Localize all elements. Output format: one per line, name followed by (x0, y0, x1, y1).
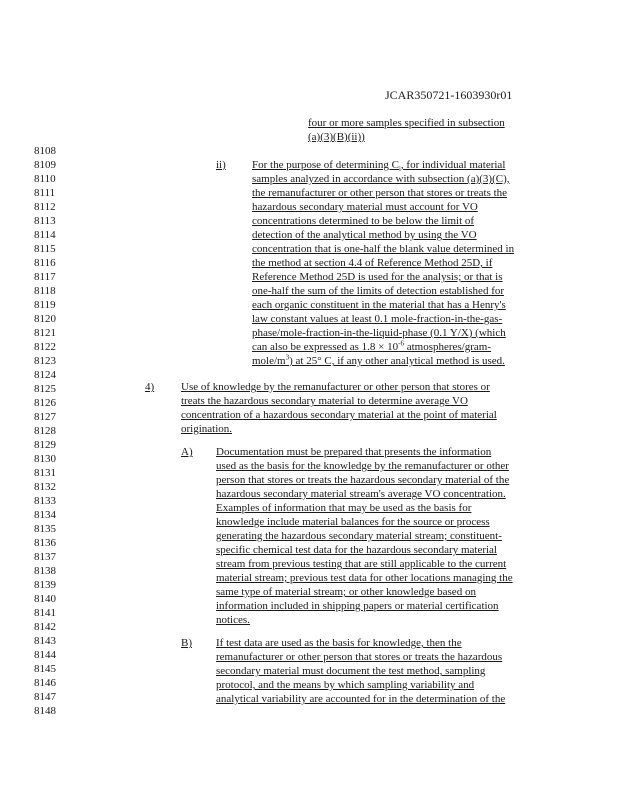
text-line: same type of material stream; or other knowledge based on (216, 586, 476, 598)
line-number: 8142 (34, 621, 56, 633)
line-number: 8143 (34, 635, 56, 647)
text-line: hazardous secondary material stream's average VO concentration. (216, 488, 506, 500)
text-line: concentration of a hazardous secondary material at the point of material (181, 409, 497, 421)
text-line: the remanufacturer or other person that stores or treats the (252, 187, 508, 199)
text-line: knowledge include material balances for the source or process (216, 516, 490, 528)
line-number: 8130 (34, 453, 56, 465)
text-line: concentration that is one-half the blank value determined in (252, 243, 515, 255)
text-line: For the purpose of determining $C_i$, for individual material (252, 159, 506, 174)
text-line: Documentation must be prepared that presents the information (216, 446, 492, 458)
line-number: 8147 (34, 691, 56, 703)
text-line: specific chemical test data for the hazardous secondary material (216, 544, 497, 556)
line-number: 8128 (34, 425, 56, 437)
text-line: used as the basis for the knowledge by the remanufacturer or other (216, 460, 509, 472)
item-marker: ii) (216, 159, 226, 171)
line-number: 8108 (34, 145, 56, 157)
text-line: treats the hazardous secondary material to determine average VO (181, 395, 468, 407)
line-number: 8123 (34, 355, 56, 367)
text-line: Reference Method 25D is used for the analysis; or that is (252, 271, 503, 283)
text-line: the method at section 4.4 of Reference Method 25D, if (252, 257, 493, 269)
line-number: 8126 (34, 397, 56, 409)
line-number: 8139 (34, 579, 56, 591)
text-line: person that stores or treats the hazardous secondary material of the (216, 474, 510, 486)
item-marker: 4) (145, 381, 155, 393)
text-line: Use of knowledge by the remanufacturer or other person that stores or (181, 381, 490, 393)
text-line: secondary material must document the test method, sampling (216, 665, 486, 677)
text-line: origination. (181, 423, 233, 435)
line-number: 8120 (34, 313, 56, 325)
text-line: each organic constituent in the material that has a Henry's (252, 299, 506, 311)
document-id: JCAR350721-1603930r01 (385, 88, 513, 102)
line-number: 8111 (34, 187, 56, 199)
line-number: 8140 (34, 593, 56, 605)
text-line: analytical variability are accounted for in the determination of the (216, 693, 506, 705)
line-number: 8135 (34, 523, 56, 535)
line-number: 8112 (34, 201, 56, 213)
line-number: 8145 (34, 663, 56, 675)
line-number: 8115 (34, 243, 56, 255)
line-number: 8119 (34, 299, 56, 311)
text-line: material stream; previous test data for other locations managing the (216, 572, 513, 584)
line-number: 8113 (34, 215, 56, 227)
text-line: can also be expressed as $1.8 \times 10^{-6}$ atmospheres/gram- (252, 339, 492, 353)
line-number: 8134 (34, 509, 56, 521)
text-line: protocol, and the means by which sampling variability and (216, 679, 475, 691)
text-line: stream from previous testing that are still applicable to the current (216, 558, 507, 570)
text-line: information included in shipping papers or material certification (216, 600, 499, 612)
item-marker: B) (181, 637, 192, 649)
line-number: 8110 (34, 173, 56, 185)
line-number: 8148 (34, 705, 56, 717)
line-number: 8144 (34, 649, 56, 661)
line-number: 8122 (34, 341, 56, 353)
line-number: 8114 (34, 229, 56, 241)
text-line: detection of the analytical method by using the VO (252, 229, 477, 241)
text-line: Examples of information that may be used as the basis for (216, 502, 472, 514)
text-line: mole/$m^3$) at 25° C, if any other analytical method is used. (252, 353, 505, 367)
text-line: concentrations determined to be below the limit of (252, 215, 475, 227)
line-number: 8131 (34, 467, 56, 479)
text-line: law constant values at least 0.1 mole-fraction-in-the-gas- (252, 313, 503, 325)
line-number: 8117 (34, 271, 56, 283)
line-number: 8141 (34, 607, 56, 619)
item-marker: A) (181, 446, 193, 458)
text-line: four or more samples specified in subsection (308, 117, 505, 129)
text-line: phase/mole-fraction-in-the-liquid-phase (0.1 Y/X) (which (252, 327, 506, 339)
text-line: hazardous secondary material must account for VO (252, 201, 478, 213)
line-number: 8121 (34, 327, 56, 339)
line-number: 8136 (34, 537, 56, 549)
text-line: samples analyzed in accordance with subsection (a)(3)(C), (252, 173, 510, 185)
line-number: 8146 (34, 677, 56, 689)
text-line: (a)(3)(B)(ii)) (308, 131, 365, 143)
text-line: If test data are used as the basis for knowledge, then the (216, 637, 462, 649)
line-number: 8138 (34, 565, 56, 577)
text-line: one-half the sum of the limits of detection established for (252, 285, 505, 297)
line-number: 8132 (34, 481, 56, 493)
line-number: 8124 (34, 369, 56, 381)
line-number: 8133 (34, 495, 56, 507)
text-line: generating the hazardous secondary material stream; constituent- (216, 530, 502, 542)
line-number: 8127 (34, 411, 56, 423)
line-number: 8137 (34, 551, 56, 563)
line-number: 8118 (34, 285, 56, 297)
line-number: 8109 (34, 159, 56, 171)
text-line: remanufacturer or other person that stores or treats the hazardous (216, 651, 503, 663)
line-number: 8116 (34, 257, 56, 269)
text-line: notices. (216, 614, 250, 626)
line-number: 8125 (34, 383, 56, 395)
line-number: 8129 (34, 439, 56, 451)
